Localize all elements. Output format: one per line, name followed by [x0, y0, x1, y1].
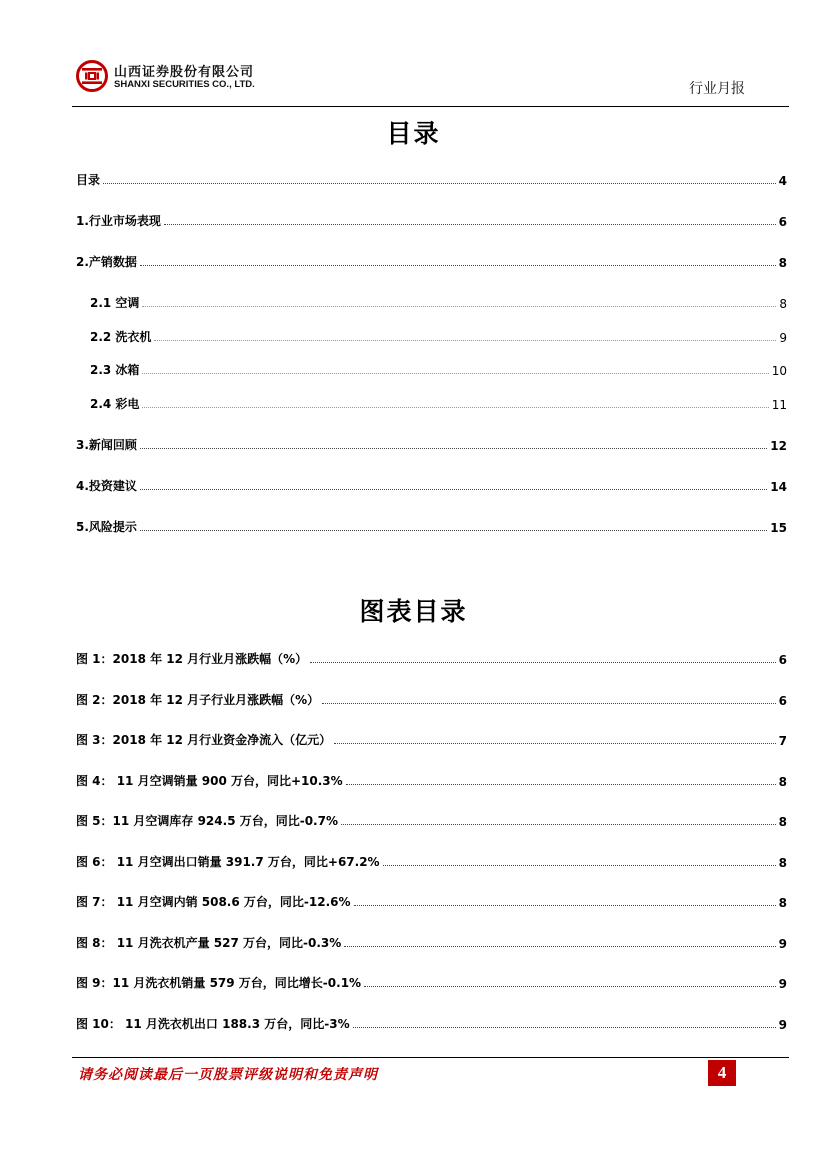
figure-item[interactable] [76, 809, 787, 829]
figure-item[interactable] [76, 850, 787, 870]
toc-subitem[interactable] [76, 358, 787, 378]
figure-item-label: 图 10： 11 月洗衣机出口 188.3 万台，同比-3% [76, 1016, 350, 1031]
toc-item-page: 6 [778, 215, 787, 229]
page-number-badge: 4 [708, 1060, 736, 1086]
dot-leader [353, 1026, 776, 1028]
dot-leader [103, 182, 776, 184]
figure-item[interactable] [76, 931, 787, 951]
toc-item-label: 3.新闻回顾 [76, 437, 137, 452]
shanxi-securities-logo-icon [76, 60, 108, 92]
toc-item-page: 4 [778, 174, 787, 188]
dot-leader [140, 529, 767, 531]
toc-subitem-label: 2.4 彩电 [90, 396, 140, 411]
figure-item[interactable] [76, 971, 787, 991]
dot-leader [322, 702, 775, 704]
figure-item-label: 图 9：11 月洗衣机销量 579 万台，同比增长-0.1% [76, 976, 362, 990]
figure-item-label: 图 4： 11 月空调销量 900 万台，同比+10.3% [76, 773, 343, 788]
toc-item[interactable] [76, 168, 787, 188]
company-name-en: SHANXI SECURITIES CO., LTD. [114, 79, 255, 90]
toc-subitem-label: 2.1 空调 [90, 296, 140, 310]
figure-item-label: 图 5：11 月空调库存 924.5 万台，同比-0.7% [76, 814, 338, 828]
dot-leader [142, 406, 768, 408]
toc-subitem[interactable] [76, 325, 787, 345]
dot-leader [142, 305, 776, 307]
toc-subitem-page: 8 [779, 297, 787, 311]
toc-item-label: 1.行业市场表现 [76, 214, 161, 228]
toc-item-page: 15 [770, 520, 787, 535]
figure-item-page: 8 [778, 896, 787, 910]
figure-item[interactable] [76, 1012, 787, 1032]
figure-item-page: 6 [778, 693, 787, 708]
dot-leader [354, 904, 776, 906]
company-name-cn: 山西证券股份有限公司 [114, 65, 255, 80]
dot-leader [154, 339, 776, 341]
figure-item[interactable] [76, 688, 787, 708]
dot-leader [346, 783, 776, 785]
figure-item[interactable] [76, 728, 787, 748]
figure-item-page: 8 [778, 855, 787, 870]
dot-leader [364, 985, 776, 987]
toc-item[interactable] [76, 250, 787, 270]
toc-subitem-label: 2.3 冰箱 [90, 363, 140, 377]
toc-item[interactable] [76, 474, 787, 494]
toc-subitem-page: 11 [771, 397, 787, 412]
toc-item-page: 14 [770, 479, 787, 494]
figure-item-label: 图 1：2018 年 12 月行业月涨跌幅（%） [76, 652, 308, 666]
figure-item-page: 8 [778, 774, 787, 789]
toc-item[interactable] [76, 433, 787, 453]
dot-leader [344, 945, 775, 947]
dot-leader [142, 372, 768, 374]
report-type: 行业月报 [689, 81, 745, 97]
toc-subitem-page: 10 [771, 364, 787, 378]
page-header [0, 0, 827, 110]
dot-leader [140, 488, 767, 490]
toc-item-label: 目录 [76, 173, 101, 187]
toc-subitem-label: 2.2 洗衣机 [90, 329, 152, 344]
dot-leader [310, 661, 775, 663]
toc-item-page: 8 [778, 256, 787, 270]
toc-subitem[interactable] [76, 291, 787, 311]
dot-leader [383, 864, 776, 866]
figure-item-page: 9 [778, 977, 787, 991]
toc-subitem[interactable] [76, 392, 787, 412]
toc-item-label: 4.投资建议 [76, 478, 137, 493]
figure-item[interactable] [76, 769, 787, 789]
toc-item-label: 5.风险提示 [76, 519, 137, 534]
figure-list-title: 图表目录 [359, 597, 468, 626]
figure-item-page: 9 [778, 936, 787, 951]
dot-leader [140, 264, 776, 266]
dot-leader [164, 223, 776, 225]
footer-disclaimer: 请务必阅读最后一页股票评级说明和免责声明 [78, 1067, 378, 1083]
figure-item[interactable] [76, 890, 787, 910]
figure-item-label: 图 3：2018 年 12 月行业资金净流入（亿元） [76, 733, 332, 747]
toc-title: 目录 [386, 119, 441, 148]
toc-item-page: 12 [770, 438, 787, 453]
toc-item[interactable] [76, 515, 787, 535]
figure-item-page: 9 [778, 1017, 787, 1032]
toc-item-label: 2.产销数据 [76, 255, 137, 269]
dot-leader [334, 742, 775, 744]
figure-item-label: 图 7： 11 月空调内销 508.6 万台，同比-12.6% [76, 895, 351, 909]
figure-item-page: 6 [778, 653, 787, 667]
dot-leader [140, 447, 767, 449]
figure-item-page: 7 [778, 734, 787, 748]
header-divider [72, 106, 789, 107]
figure-item-label: 图 2：2018 年 12 月子行业月涨跌幅（%） [76, 692, 320, 707]
dot-leader [341, 823, 776, 825]
figure-item[interactable] [76, 647, 787, 667]
figure-item-label: 图 8： 11 月洗衣机产量 527 万台，同比-0.3% [76, 935, 342, 950]
toc-subitem-page: 9 [779, 330, 787, 345]
footer-divider [72, 1057, 789, 1058]
figure-item-label: 图 6： 11 月空调出口销量 391.7 万台，同比+67.2% [76, 854, 380, 869]
toc-item[interactable] [76, 209, 787, 229]
figure-list [76, 647, 787, 1052]
toc-list [76, 168, 787, 556]
figure-item-page: 8 [778, 815, 787, 829]
